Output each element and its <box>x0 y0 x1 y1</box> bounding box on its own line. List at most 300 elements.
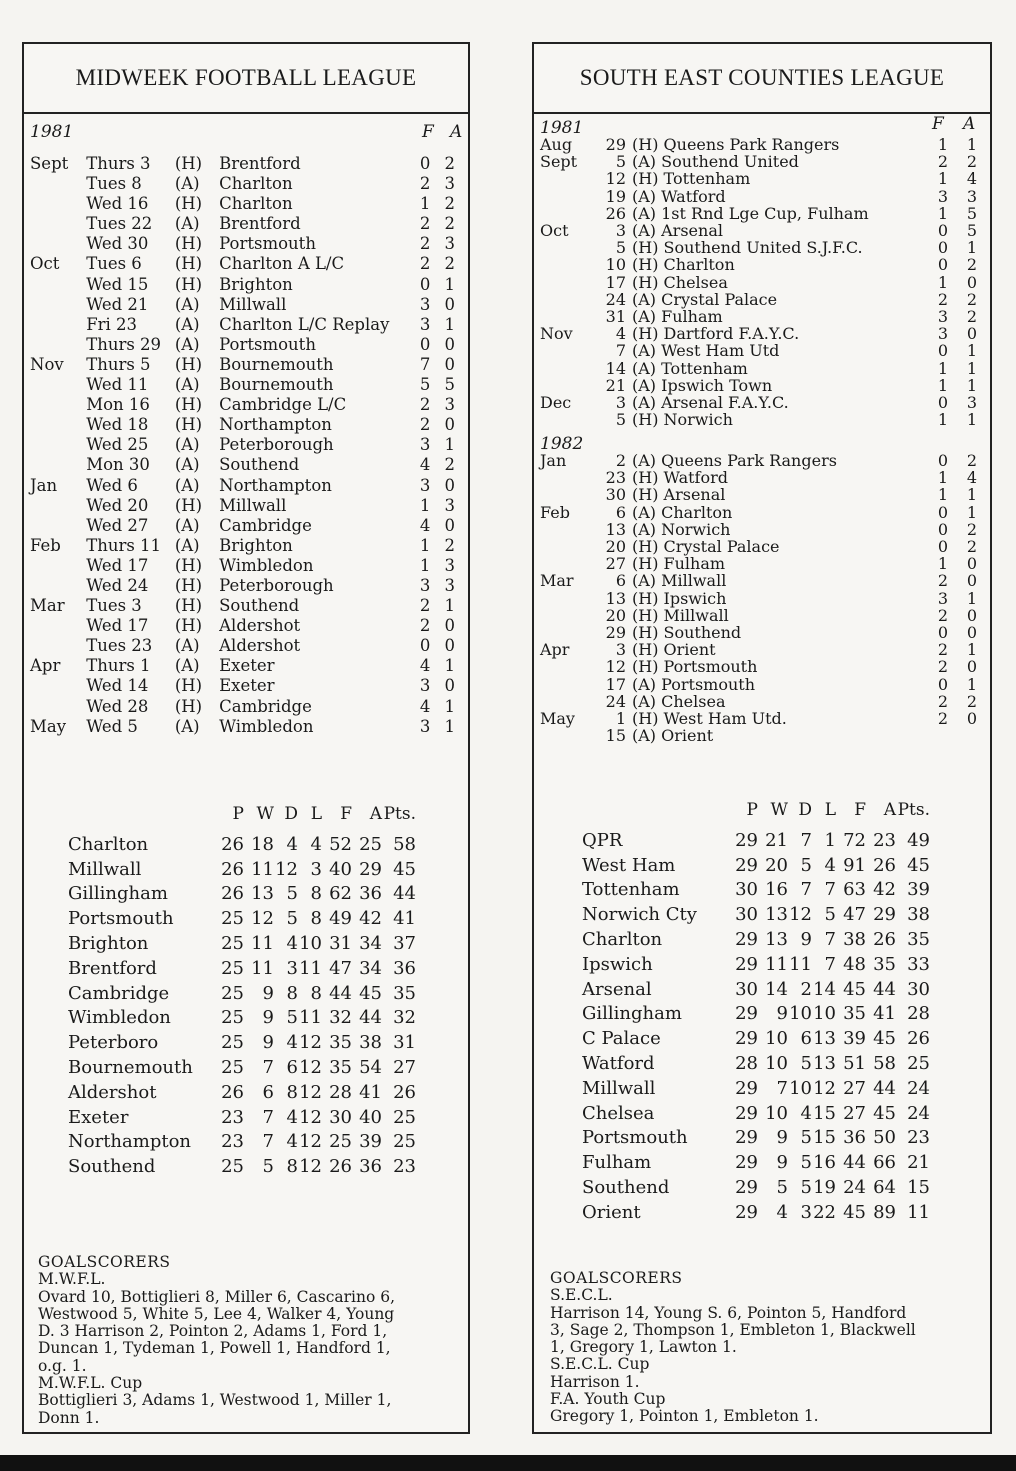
stat-f: 27 <box>843 1077 866 1099</box>
stat-a: 26 <box>873 929 896 951</box>
goals-for: 4 <box>419 656 431 676</box>
fixture-row <box>30 295 462 315</box>
stat-w: 11 <box>251 933 274 955</box>
stat-f: 62 <box>329 883 352 905</box>
stat-d: 10 <box>789 1077 812 1099</box>
goals-for: 0 <box>937 255 949 275</box>
team-name: Peterboro <box>68 1032 159 1054</box>
goals-for: 0 <box>937 238 949 258</box>
stat-l: 19 <box>813 1177 836 1199</box>
stat-p: 29 <box>735 953 758 975</box>
goals-against: 3 <box>444 395 455 415</box>
goals-for: 1 <box>419 555 431 575</box>
table-row <box>68 981 416 1006</box>
goals-for: 1 <box>937 358 949 378</box>
table-row <box>582 1175 930 1200</box>
fixture-row <box>540 222 986 239</box>
fixture-day: 27 <box>605 554 626 574</box>
team-name: Tottenham <box>582 879 680 901</box>
fixture-row <box>540 256 986 273</box>
fixture-venue: (H) <box>174 395 203 415</box>
fixture-row <box>30 355 462 375</box>
stat-l: 12 <box>299 1032 322 1054</box>
stat-f: 44 <box>329 982 352 1004</box>
goals-against: 2 <box>966 519 978 539</box>
team-name: Fulham <box>582 1152 652 1174</box>
fixture-row <box>30 435 462 455</box>
stat-pts: 37 <box>393 933 416 955</box>
stat-w: 7 <box>776 1077 788 1099</box>
fixture-month <box>540 360 586 377</box>
goals-for: 3 <box>937 588 949 608</box>
stat-pts: 39 <box>907 879 930 901</box>
goals-against: 1 <box>444 435 455 455</box>
page-bottom-edge <box>0 1455 1016 1471</box>
goals-against: 3 <box>444 495 455 515</box>
fixture-opponent: Bournemouth <box>219 354 334 374</box>
team-name: Gillingham <box>582 1003 682 1025</box>
fixture-month <box>30 455 86 475</box>
fixture-row <box>30 455 462 475</box>
fixture-day: Wed 16 <box>86 194 149 214</box>
fixture-venue: (H) <box>174 354 203 374</box>
fixture-opponent: (A) Arsenal <box>632 221 723 241</box>
stat-pts: 33 <box>907 953 930 975</box>
fixture-opponent: (H) Dartford F.A.Y.C. <box>632 324 800 344</box>
stat-a: 34 <box>359 933 382 955</box>
team-name: Millwall <box>582 1077 656 1099</box>
fixture-row <box>30 395 462 415</box>
goalscorers-line: Gregory 1, Pointon 1, Embleton 1. <box>550 1407 819 1426</box>
goals-against: 1 <box>444 656 455 676</box>
fixture-day: 15 <box>605 726 626 746</box>
stat-a: 29 <box>359 858 382 880</box>
goals-against: 2 <box>966 255 978 275</box>
stat-pts: 35 <box>907 929 930 951</box>
goals-against: 0 <box>444 334 455 354</box>
goals-against: 2 <box>444 535 455 555</box>
fixture-opponent: (A) Orient <box>632 726 714 746</box>
season-year: 1981 <box>30 122 74 142</box>
goals-against: 3 <box>444 234 455 254</box>
fixture-day: 13 <box>605 519 626 539</box>
fixture-day: 17 <box>605 674 626 694</box>
fixture-opponent: (A) Charlton <box>632 502 733 522</box>
fixture-month <box>540 658 586 675</box>
fixture-opponent: (H) Tottenham <box>632 169 751 189</box>
goals-for: 0 <box>937 451 949 470</box>
goals-against: 1 <box>966 341 978 361</box>
fixture-day: Wed 30 <box>86 234 149 254</box>
fixture-row <box>540 555 986 572</box>
stat-l: 14 <box>813 978 836 1000</box>
fixture-venue: (A) <box>174 716 200 736</box>
fixture-row <box>30 214 462 234</box>
fixture-row <box>540 153 986 170</box>
stat-p: 26 <box>221 883 244 905</box>
table-header-cell: A <box>883 800 896 820</box>
fixture-opponent: (A) Tottenham <box>632 358 748 378</box>
stat-f: 35 <box>843 1003 866 1025</box>
goals-for: 0 <box>937 674 949 694</box>
stat-a: 44 <box>359 1007 382 1029</box>
table-row <box>582 828 930 853</box>
fixture-month <box>30 295 86 315</box>
fixture-opponent: Portsmouth <box>219 334 316 354</box>
stat-w: 6 <box>262 1081 274 1103</box>
stat-d: 2 <box>800 978 812 1000</box>
stat-d: 8 <box>286 982 298 1004</box>
stat-d: 4 <box>286 1131 298 1153</box>
fixture-day: 26 <box>605 203 626 223</box>
fixture-month <box>30 556 86 576</box>
goals-for: 2 <box>419 254 431 274</box>
goals-against: 0 <box>966 605 978 625</box>
fixture-month <box>540 693 586 710</box>
fixture-venue: (H) <box>174 575 203 595</box>
fixture-opponent: Peterborough <box>219 575 334 595</box>
fixture-venue: (A) <box>174 475 200 495</box>
stat-l: 10 <box>813 1003 836 1025</box>
stat-pts: 26 <box>907 1028 930 1050</box>
fixture-row <box>30 516 462 536</box>
stat-d: 8 <box>286 1081 298 1103</box>
stat-pts: 45 <box>907 854 930 876</box>
stat-p: 29 <box>735 1152 758 1174</box>
fixture-day: Wed 14 <box>86 676 149 696</box>
goals-for: 1 <box>937 135 949 154</box>
goals-for: 5 <box>419 375 431 395</box>
fixture-opponent: Brentford <box>219 154 301 173</box>
stat-d: 4 <box>286 933 298 955</box>
goals-against: 0 <box>444 676 455 696</box>
stat-w: 11 <box>251 957 274 979</box>
goals-for: 2 <box>419 596 431 616</box>
stat-f: 28 <box>329 1081 352 1103</box>
goalscorers-line: Donn 1. <box>38 1408 100 1427</box>
fixture-month: Dec <box>540 393 572 413</box>
stat-a: 29 <box>873 904 896 926</box>
stat-f: 63 <box>843 879 866 901</box>
fixture-opponent: (H) Crystal Palace <box>632 537 780 557</box>
goals-against: 1 <box>966 588 978 608</box>
stat-f: 47 <box>843 904 866 926</box>
goals-against: 0 <box>966 571 978 591</box>
fixture-month <box>30 335 86 355</box>
goals-against: 0 <box>966 623 978 643</box>
stat-f: 25 <box>329 1131 352 1153</box>
fixtures-table <box>30 154 462 737</box>
team-name: Southend <box>582 1177 670 1199</box>
goalscorers-line: 3, Sage 2, Thompson 1, Embleton 1, Blackwell <box>550 1320 916 1339</box>
stat-f: 48 <box>843 953 866 975</box>
goals-against: 1 <box>966 410 978 430</box>
goals-for: 0 <box>937 341 949 361</box>
goalscorers-title: GOALSCORERS <box>38 1253 171 1271</box>
fixture-venue: (A) <box>174 636 200 656</box>
stat-pts: 23 <box>393 1156 416 1178</box>
stat-d: 10 <box>789 1003 812 1025</box>
fixture-opponent: (H) Portsmouth <box>632 657 758 677</box>
stat-a: 40 <box>359 1106 382 1128</box>
goals-against: 0 <box>444 636 455 656</box>
goals-against: 0 <box>444 354 455 374</box>
goals-against: 2 <box>966 152 978 172</box>
goals-against: 3 <box>444 555 455 575</box>
fixture-venue: (A) <box>174 656 200 676</box>
fixture-day: Wed 11 <box>86 375 149 395</box>
table-row <box>68 931 416 956</box>
stat-f: 49 <box>329 908 352 930</box>
table-row <box>582 1026 930 1051</box>
goals-for: 2 <box>419 174 431 194</box>
stat-p: 30 <box>735 904 758 926</box>
fixtures-table-1981 <box>540 136 986 428</box>
team-name: Norwich Cty <box>582 904 697 926</box>
goals-for: 3 <box>937 324 949 344</box>
stat-p: 29 <box>735 1127 758 1149</box>
table-row <box>582 1076 930 1101</box>
fixture-row <box>30 194 462 214</box>
stat-w: 21 <box>765 829 788 851</box>
fixture-month: Oct <box>540 221 569 241</box>
stat-f: 45 <box>843 978 866 1000</box>
fixture-month <box>540 308 586 325</box>
fixture-month <box>540 256 586 273</box>
fixture-month: Sept <box>30 154 69 173</box>
table-header-cell: Pts. <box>897 800 930 820</box>
fixture-opponent: Millwall <box>219 495 287 515</box>
fixture-day: Tues 3 <box>86 596 142 616</box>
fixture-day: 17 <box>605 272 626 292</box>
stat-pts: 25 <box>907 1053 930 1075</box>
fixture-day: 3 <box>615 393 626 413</box>
fixture-day: Wed 18 <box>86 415 149 435</box>
stat-w: 10 <box>765 1028 788 1050</box>
goals-against: 5 <box>444 375 455 395</box>
goals-for: 4 <box>419 696 431 716</box>
fixture-row <box>540 658 986 675</box>
stat-l: 7 <box>824 953 836 975</box>
fixture-month: Nov <box>30 354 64 374</box>
fixture-opponent: (A) Fulham <box>632 307 723 327</box>
fixture-day: Wed 5 <box>86 716 138 736</box>
fixture-venue: (H) <box>174 676 203 696</box>
fixture-month <box>30 576 86 596</box>
goals-for: 1 <box>937 410 949 430</box>
stat-w: 11 <box>251 858 274 880</box>
stat-f: 36 <box>843 1127 866 1149</box>
stat-p: 28 <box>735 1053 758 1075</box>
fixture-day: 4 <box>615 324 626 344</box>
fixture-opponent: Northampton <box>219 475 332 495</box>
table-row <box>582 952 930 977</box>
fixture-day: 30 <box>605 485 626 505</box>
fixture-day: 3 <box>615 640 626 660</box>
fixture-day: 31 <box>605 307 626 327</box>
fixture-month <box>540 624 586 641</box>
fixture-row <box>540 377 986 394</box>
league-table <box>68 804 416 1179</box>
fixture-month <box>540 274 586 291</box>
fixture-venue: (A) <box>174 214 200 234</box>
goals-against: 1 <box>966 375 978 395</box>
fixture-month <box>30 275 86 295</box>
fixture-row <box>30 375 462 395</box>
table-row <box>68 882 416 907</box>
fixture-month <box>30 395 86 415</box>
goals-against: 2 <box>444 254 455 274</box>
fixture-opponent: (A) Norwich <box>632 519 731 539</box>
fixture-row <box>30 536 462 556</box>
fixture-venue: (H) <box>174 274 203 294</box>
stat-pts: 25 <box>393 1106 416 1128</box>
fixture-venue: (A) <box>174 455 200 475</box>
goalscorers-line: D. 3 Harrison 2, Pointon 2, Adams 1, Ford 1, <box>38 1322 388 1341</box>
stat-l: 12 <box>299 1156 322 1178</box>
goals-for: 2 <box>937 709 949 729</box>
fixture-row <box>540 607 986 624</box>
goals-for: 2 <box>937 152 949 172</box>
fixture-row <box>30 616 462 636</box>
fixture-opponent: (A) West Ham Utd <box>632 341 780 361</box>
team-name: Gillingham <box>68 883 168 905</box>
fixture-day: 2 <box>615 451 626 470</box>
stat-f: 45 <box>843 1201 866 1223</box>
fixture-opponent: (H) West Ham Utd. <box>632 709 787 729</box>
stat-p: 25 <box>221 1032 244 1054</box>
fixture-month <box>540 342 586 359</box>
goals-for: 2 <box>937 691 949 711</box>
fixture-row <box>540 342 986 359</box>
table-row <box>68 1006 416 1031</box>
stat-w: 16 <box>765 879 788 901</box>
table-header-cell: Pts. <box>383 804 416 824</box>
against-header: A <box>963 114 976 134</box>
fixture-opponent: (H) Arsenal <box>632 485 726 505</box>
stat-l: 4 <box>310 833 322 855</box>
fixture-day: Mon 16 <box>86 395 150 415</box>
fixture-opponent: Brentford <box>219 214 301 234</box>
fixture-opponent: Cambridge <box>219 696 312 716</box>
fixture-opponent: Northampton <box>219 415 332 435</box>
goals-against: 1 <box>966 502 978 522</box>
fixture-venue: (H) <box>174 154 203 173</box>
fixture-month <box>540 555 586 572</box>
fixture-row <box>540 469 986 486</box>
goalscorers-line: M.W.F.L. Cup <box>38 1374 143 1393</box>
table-row <box>582 1101 930 1126</box>
goals-against: 0 <box>966 554 978 574</box>
fixture-day: Wed 6 <box>86 475 138 495</box>
fixture-day: 29 <box>605 135 626 154</box>
stat-p: 29 <box>735 854 758 876</box>
fixture-venue: (A) <box>174 535 200 555</box>
table-row <box>68 857 416 882</box>
fixture-day: 3 <box>615 221 626 241</box>
goals-for: 2 <box>419 616 431 636</box>
team-name: Millwall <box>68 858 142 880</box>
stat-a: 54 <box>359 1057 382 1079</box>
fixture-opponent: (H) Southend United S.J.F.C. <box>632 238 863 258</box>
goals-for: 3 <box>419 575 431 595</box>
fixture-month <box>30 194 86 214</box>
fixture-row <box>30 415 462 435</box>
fixture-row <box>30 335 462 355</box>
table-row <box>68 956 416 981</box>
goals-against: 2 <box>966 451 978 470</box>
fixture-day: Mon 30 <box>86 455 150 475</box>
goals-against: 2 <box>444 455 455 475</box>
stat-w: 13 <box>765 904 788 926</box>
fixture-opponent: Aldershot <box>219 636 301 656</box>
fixture-day: 21 <box>605 375 626 395</box>
fixture-row <box>540 239 986 256</box>
fixture-month: Mar <box>30 596 65 616</box>
stat-d: 6 <box>800 1028 812 1050</box>
fixture-venue: (H) <box>174 555 203 575</box>
goals-for: 1 <box>937 468 949 488</box>
stat-l: 12 <box>299 1131 322 1153</box>
stat-l: 12 <box>299 1057 322 1079</box>
fixture-day: Thurs 5 <box>86 354 151 374</box>
for-header: F <box>932 114 944 134</box>
team-name: Charlton <box>582 929 663 951</box>
team-name: Bournemouth <box>68 1057 193 1079</box>
fixture-row <box>540 641 986 658</box>
fixture-opponent: Wimbledon <box>219 555 314 575</box>
fixture-row <box>30 234 462 254</box>
goals-for: 0 <box>419 636 431 656</box>
panel-title: MIDWEEK FOOTBALL LEAGUE <box>24 44 468 114</box>
fixture-opponent: (H) Ipswich <box>632 588 727 608</box>
goals-against: 2 <box>444 154 455 173</box>
stat-a: 36 <box>359 1156 382 1178</box>
stat-l: 16 <box>813 1152 836 1174</box>
fixture-venue: (H) <box>174 254 203 274</box>
goals-against: 2 <box>966 289 978 309</box>
goalscorers-line: S.E.C.L. Cup <box>550 1355 650 1374</box>
fixture-opponent: (A) 1st Rnd Lge Cup, Fulham <box>632 203 869 223</box>
goalscorers-line: o.g. 1. <box>38 1356 87 1375</box>
table-header-cell: F <box>340 804 352 824</box>
fixture-opponent: Southend <box>219 596 300 616</box>
stat-w: 9 <box>262 1032 274 1054</box>
goals-for: 2 <box>937 657 949 677</box>
table-header-cell: F <box>854 800 866 820</box>
goals-for: 0 <box>419 334 431 354</box>
team-name: Exeter <box>68 1106 129 1128</box>
team-name: Portsmouth <box>68 908 174 930</box>
goals-against: 1 <box>966 135 978 154</box>
fixture-month <box>30 496 86 516</box>
fixture-month <box>540 239 586 256</box>
stat-f: 26 <box>329 1156 352 1178</box>
fixture-day: Wed 20 <box>86 495 149 515</box>
stat-f: 30 <box>329 1106 352 1128</box>
fixture-row <box>30 275 462 295</box>
goalscorers-line: Harrison 14, Young S. 6, Pointon 5, Handford <box>550 1303 907 1322</box>
goals-against: 1 <box>444 314 455 334</box>
goals-for: 1 <box>419 535 431 555</box>
stat-a: 42 <box>359 908 382 930</box>
team-name: QPR <box>582 829 623 851</box>
fixture-opponent: Cambridge <box>219 515 312 535</box>
fixture-month <box>30 616 86 636</box>
stat-w: 7 <box>262 1106 274 1128</box>
midweek-league-panel <box>22 42 470 1434</box>
stat-p: 25 <box>221 1156 244 1178</box>
